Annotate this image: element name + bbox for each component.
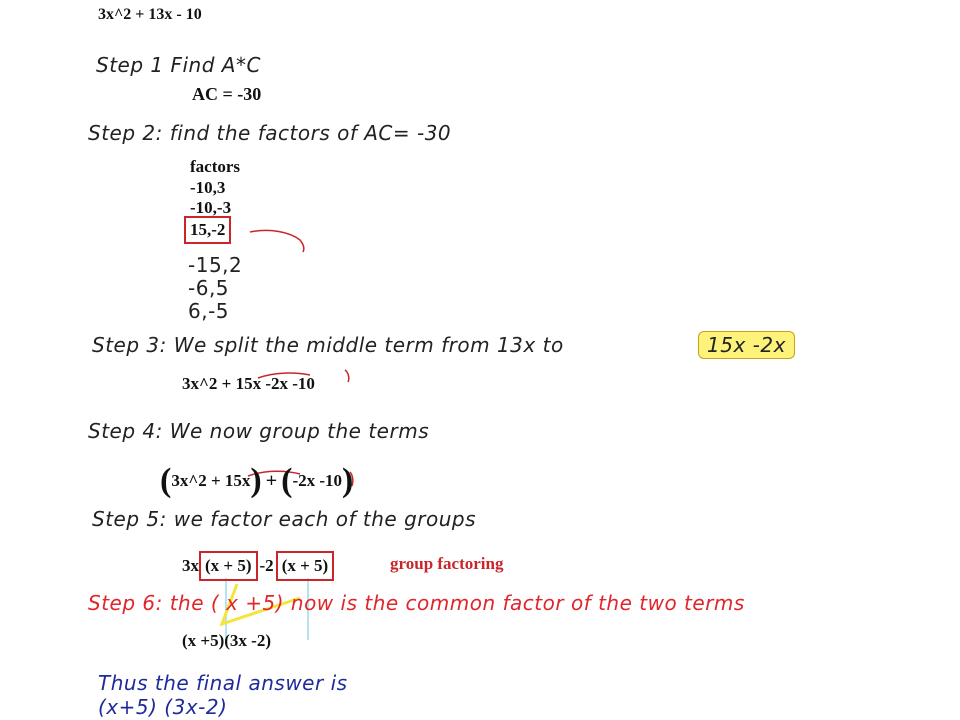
open-paren: (: [160, 462, 172, 499]
step2-heading: Step 2: find the factors of AC= -30: [88, 121, 452, 145]
close-paren: ): [342, 462, 354, 499]
factor-pair: -10,-3: [190, 198, 232, 217]
coefficient-3x: 3x: [182, 556, 199, 575]
group2-text: -2x -10: [292, 471, 343, 490]
step4-grouping: [160, 462, 353, 500]
group1-text: 3x^2 + 15x: [171, 471, 251, 490]
open-paren: (: [281, 462, 293, 499]
factor-arrow-mark: [250, 230, 304, 252]
coefficient-neg2: -2: [259, 556, 274, 575]
common-factor-box: (x + 5): [199, 551, 258, 581]
common-factor-box: (x + 5): [276, 551, 335, 581]
factor-pair-handwritten: 6,-5: [188, 299, 230, 323]
step1-heading: Step 1 Find A*C: [96, 53, 261, 77]
step5-factored: [182, 551, 334, 581]
step3-highlight: 15x -2x: [698, 331, 795, 359]
factors-label: factors: [190, 157, 241, 176]
plus-sign: +: [265, 469, 278, 492]
factor-pair-chosen: 15,-2: [184, 216, 231, 244]
step1-result: AC = -30: [192, 84, 262, 104]
factor-pair-handwritten: -15,2: [188, 253, 243, 277]
factor-pair-handwritten: -6,5: [188, 276, 230, 300]
step5-heading: Step 5: we factor each of the groups: [92, 507, 477, 531]
step6-result: (x +5)(3x -2): [182, 631, 271, 650]
conclusion-line2: (x+5) (3x-2): [98, 695, 228, 719]
step6-heading: Step 6: the ( x +5) now is the common factor of the two terms: [88, 591, 745, 615]
close-paren: ): [250, 462, 262, 499]
factor-pair: -10,3: [190, 178, 226, 197]
step3-heading: Step 3: We split the middle term from 13x to: [92, 333, 564, 357]
conclusion-line1: Thus the final answer is: [98, 671, 348, 695]
expression-title: 3x^2 + 13x - 10: [98, 6, 202, 23]
step4-heading: Step 4: We now group the terms: [88, 419, 430, 443]
group-factoring-note: group factoring: [390, 554, 504, 573]
step3-split-expression: 3x^2 + 15x -2x -10: [182, 374, 315, 393]
